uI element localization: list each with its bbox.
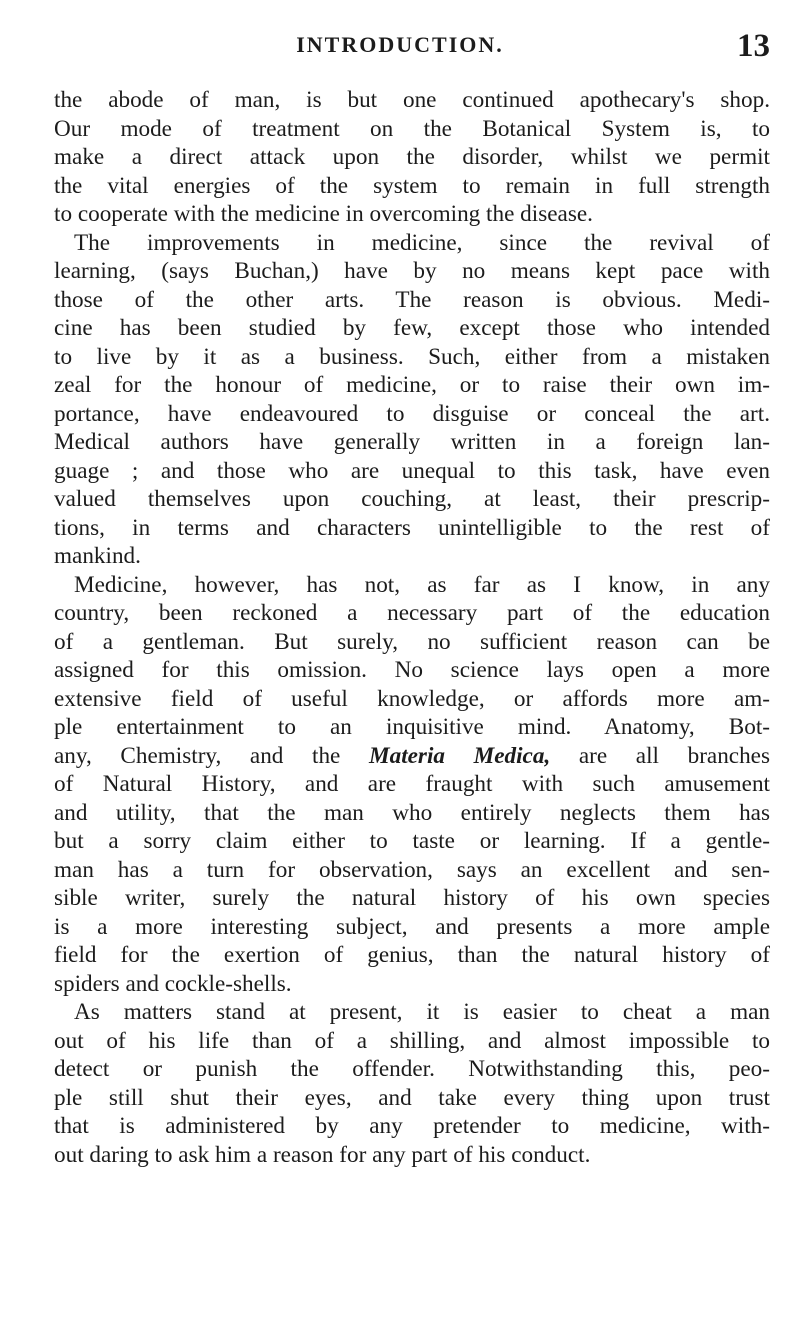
text-line: that is administered by any pretender to medicine, with-	[54, 1113, 770, 1139]
text-line: Medicine, however, has not, as far as I know, in any	[74, 571, 770, 598]
text-line: extensive field of useful knowledge, or affords more am-	[54, 685, 770, 712]
text-line: of a gentleman. But surely, no sufficient reason can be	[54, 628, 770, 655]
paragraph	[54, 86, 770, 229]
text-line: zeal for the honour of medicine, or to raise their own im-	[54, 372, 770, 398]
text-line: cine has been studied by few, except those who intended	[54, 315, 770, 341]
page-number: 13	[737, 28, 770, 64]
text-line: detect or punish the offender. Notwithstanding this, peo-	[54, 1056, 770, 1082]
text-line: tions, in terms and characters unintelligible to the rest of	[54, 514, 770, 541]
text-line: Our mode of treatment on the Botanical System is, to	[54, 115, 770, 142]
text-line	[54, 742, 770, 771]
running-header	[0, 22, 800, 82]
text-line: the abode of man, is but one continued apothecary's shop.	[54, 87, 770, 113]
text-segment: are all branches	[550, 742, 771, 769]
paragraph	[54, 229, 770, 571]
text-line: guage ; and those who are unequal to this task, have even	[54, 457, 770, 484]
paragraph	[54, 571, 770, 999]
text-line: learning, (says Buchan,) have by no means kept pace with	[54, 258, 770, 284]
text-line: is a more interesting subject, and presents a more ample	[54, 913, 770, 940]
running-title: INTRODUCTION.	[296, 32, 504, 57]
text-line: make a direct attack upon the disorder, whilst we permit	[54, 144, 770, 170]
text-line: mankind.	[54, 543, 141, 569]
paragraph	[54, 998, 770, 1169]
text-line: spiders and cockle-shells.	[54, 970, 292, 997]
text-line: to cooperate with the medicine in overcoming the disease.	[54, 201, 593, 227]
text-line: ple entertainment to an inquisitive mind. Anatomy, Bot-	[54, 714, 770, 740]
text-line: The improvements in medicine, since the revival of	[74, 229, 770, 256]
text-line: the vital energies of the system to remain in full strength	[54, 172, 770, 199]
text-line: portance, have endeavoured to disguise or conceal the art.	[54, 400, 770, 427]
text-line: country, been reckoned a necessary part of the education	[54, 600, 770, 626]
text-line: sible writer, surely the natural history of his own species	[54, 885, 770, 911]
body-text	[54, 86, 770, 1169]
text-line: field for the exertion of genius, than the natural history of	[54, 942, 770, 968]
text-line: valued themselves upon couching, at least, their prescrip-	[54, 486, 770, 512]
italic-term: Materia Medica,	[368, 742, 551, 769]
text-line: of Natural History, and are fraught with such amusement	[54, 771, 770, 797]
text-line: out daring to ask him a reason for any part of his conduct.	[54, 1141, 591, 1168]
text-line: assigned for this omission. No science lays open a more	[54, 657, 770, 683]
text-line: and utility, that the man who entirely neglects them has	[54, 799, 770, 826]
text-segment: any, Chemistry, and the	[54, 742, 369, 769]
text-line: but a sorry claim either to taste or learning. If a gentle-	[54, 828, 770, 854]
text-line: man has a turn for observation, says an excellent and sen-	[54, 856, 770, 883]
text-line: As matters stand at present, it is easier to cheat a man	[74, 999, 770, 1025]
text-line: to live by it as a business. Such, either from a mistaken	[54, 343, 770, 370]
text-line: Medical authors have generally written in a foreign lan-	[54, 429, 770, 455]
text-line: those of the other arts. The reason is obvious. Medi-	[54, 286, 770, 313]
text-line: ple still shut their eyes, and take every thing upon trust	[54, 1084, 770, 1111]
text-line: out of his life than of a shilling, and almost impossible to	[54, 1027, 770, 1054]
